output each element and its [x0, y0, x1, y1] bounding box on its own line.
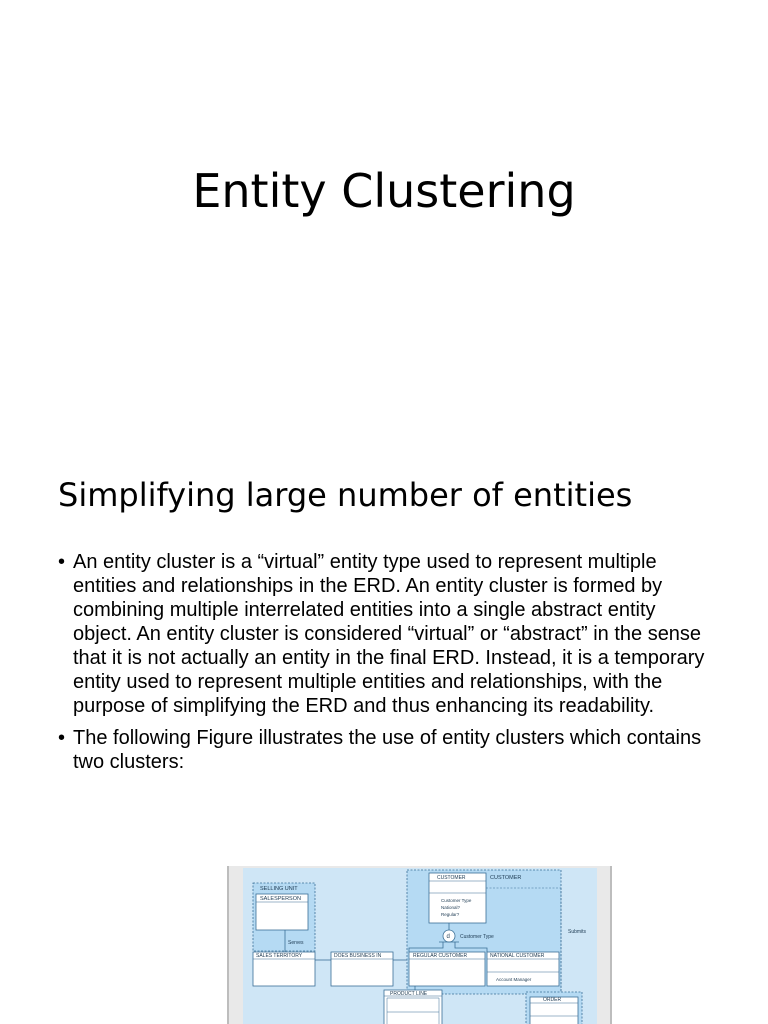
bullet-list: [58, 550, 708, 782]
erd-diagram: [229, 866, 610, 1024]
sales-territory-label: SALES TERRITORY: [256, 953, 303, 959]
customer-attribute: Regular?: [441, 912, 460, 917]
does-business-in-label: DOES BUSINESS IN: [334, 953, 382, 959]
regular-customer-label: REGULAR CUSTOMER: [413, 953, 468, 959]
slide-subtitle: Simplifying large number of entities: [58, 476, 633, 514]
subtype-symbol-label: d: [446, 934, 450, 940]
customer-attribute: Customer Type: [441, 898, 472, 903]
customer-cluster-label: CUSTOMER: [490, 875, 522, 881]
selling-unit-label: SELLING UNIT: [260, 886, 298, 892]
order-label: ORDER: [543, 997, 562, 1003]
submits-label: Submits: [568, 929, 587, 935]
customer-attribute: National?: [441, 905, 461, 910]
erd-figure: [227, 866, 612, 1024]
product-line-label: PRODUCT LINE: [390, 991, 428, 997]
serves-label: Serves: [288, 940, 304, 946]
bullet-item: • An entity cluster is a “virtual” entity type used to represent multiple entities and relationships in the ERD. An entity cluster is formed by combining multiple interrelated entities into a single abstract entity object. An entity cluster is considered “virtual” or “abstract” in the sense that it is not actually an entity in the final ERD. Instead, it is a temporary entity used to represent multiple entities and relationships, with the purpose of simplifying the ERD and thus enhancing its readability.: [58, 550, 708, 718]
national-customer-label: NATIONAL CUSTOMER: [490, 953, 545, 959]
slide-title: Entity Clustering: [192, 164, 576, 218]
account-manager-label: Account Manager: [496, 977, 532, 982]
bullet-item: • The following Figure illustrates the use of entity clusters which contains two clusters:: [58, 726, 708, 774]
customer-type-label: Customer Type: [460, 934, 494, 940]
salesperson-label: SALESPERSON: [260, 896, 301, 902]
customer-entity-label: CUSTOMER: [437, 875, 466, 881]
